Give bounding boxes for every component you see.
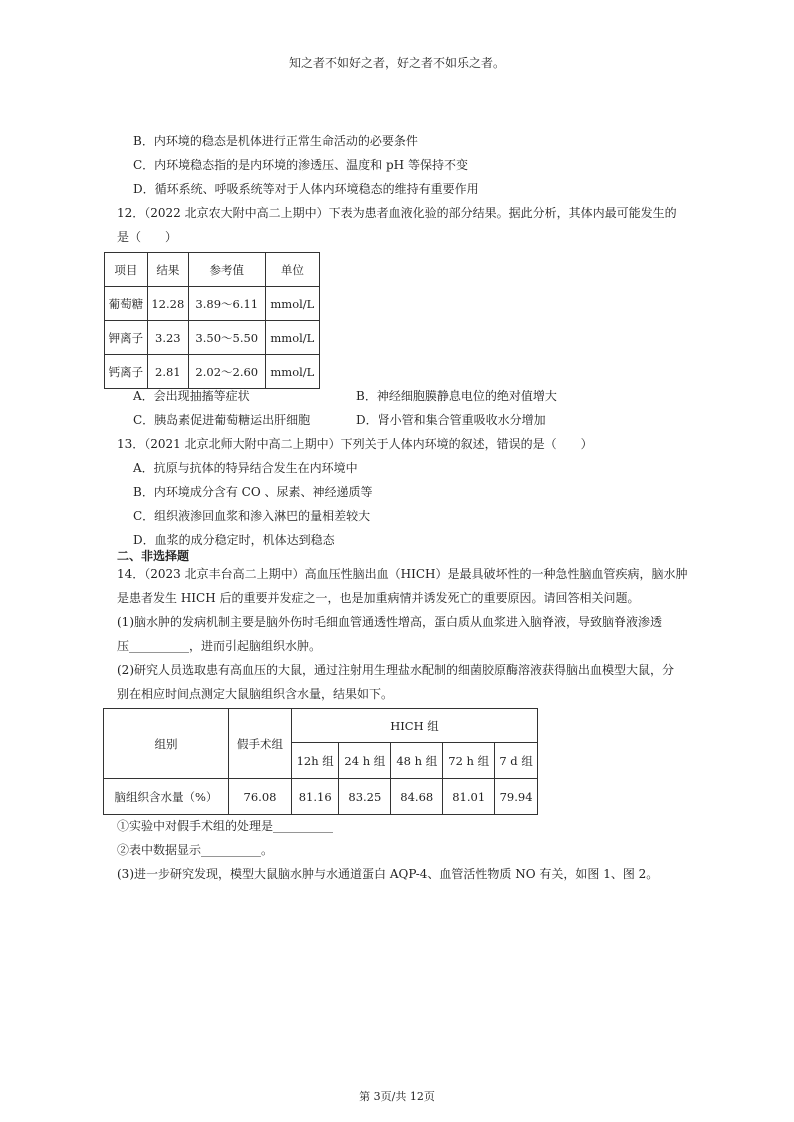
table-cell: 76.08 xyxy=(229,779,292,815)
q12-option-b: B．神经细胞膜静息电位的绝对值增大 xyxy=(356,389,557,403)
sham-label-cell: 假手术组 xyxy=(229,709,292,779)
q12-option-c: C．胰岛素促进葡萄糖运出肝细胞 xyxy=(133,413,311,427)
q13-option-d: D．血浆的成分稳定时，机体达到稳态 xyxy=(133,533,335,547)
table-cell: mmol/L xyxy=(265,321,319,355)
q11-option-c: C．内环境稳态指的是内环境的渗透压、温度和 pH 等保持不变 xyxy=(133,158,468,172)
table-cell: 钾离子 xyxy=(105,321,148,355)
q14-sub1: ①实验中对假手术组的处理是__________ xyxy=(117,819,334,833)
table-cell: 81.01 xyxy=(443,779,495,815)
table-cell: 2.81 xyxy=(147,355,188,389)
table-cell: 葡萄糖 xyxy=(105,287,148,321)
section-heading: 二、非选择题 xyxy=(117,549,190,563)
table-row xyxy=(105,321,320,355)
q11-option-d: D．循环系统、呼吸系统等对于人体内环境稳态的维持有重要作用 xyxy=(133,182,479,196)
subheader-cell: 7 d 组 xyxy=(495,743,538,779)
q14-sub2: ②表中数据显示__________。 xyxy=(117,843,274,857)
table-row xyxy=(105,355,320,389)
q14-part1-line1: (1)脑水肿的发病机制主要是脑外伤时毛细血管通透性增高，蛋白质从血浆进入脑脊液，导致脑脊液渗透 xyxy=(117,615,663,629)
header-cell: 单位 xyxy=(265,253,319,287)
q14-part2-line2: 别在相应时间点测定大鼠脑组织含水量，结果如下。 xyxy=(117,687,394,701)
table-cell: 3.89～6.11 xyxy=(188,287,265,321)
page-number: 第 3页/共 12页 xyxy=(359,1090,435,1103)
q13-option-a: A．抗原与抗体的特异结合发生在内环境中 xyxy=(133,461,358,475)
table-cell: 12.28 xyxy=(147,287,188,321)
header-cell: 参考值 xyxy=(188,253,265,287)
q14-part1-line2: 压__________，进而引起脑组织水肿。 xyxy=(117,639,322,653)
table-cell: 84.68 xyxy=(391,779,443,815)
header-cell: 结果 xyxy=(147,253,188,287)
q12-stem-line2: 是（ ） xyxy=(117,230,178,244)
q11-option-b: B．内环境的稳态是机体进行正常生命活动的必要条件 xyxy=(133,134,418,148)
q13-option-c: C．组织液渗回血浆和渗入淋巴的量相差较大 xyxy=(133,509,371,523)
hich-label-cell: HICH 组 xyxy=(292,709,538,743)
table-cell: 83.25 xyxy=(339,779,391,815)
q13-stem: 13．（2021 北京北师大附中高二上期中）下列关于人体内环境的叙述，错误的是（ ） xyxy=(117,437,593,451)
table-cell: 81.16 xyxy=(292,779,339,815)
table-cell: 2.02～2.60 xyxy=(188,355,265,389)
subheader-cell: 24 h 组 xyxy=(339,743,391,779)
subheader-cell: 48 h 组 xyxy=(391,743,443,779)
table-header-row xyxy=(104,709,538,743)
table-row xyxy=(104,779,538,815)
table-cell: mmol/L xyxy=(265,287,319,321)
table-cell: 钙离子 xyxy=(105,355,148,389)
blood-test-table xyxy=(104,252,320,389)
row-label-cell: 脑组织含水量（%） xyxy=(104,779,229,815)
q14-stem-line1: 14．（2023 北京丰台高二上期中）高血压性脑出血（HICH）是最具破坏性的一种急性脑血管疾病，脑水肿 xyxy=(117,567,688,581)
table-header-row xyxy=(105,253,320,287)
table-cell: 79.94 xyxy=(495,779,538,815)
table-row xyxy=(105,287,320,321)
header-cell: 项目 xyxy=(105,253,148,287)
subheader-cell: 12h 组 xyxy=(292,743,339,779)
q13-option-b: B．内环境成分含有 CO 、尿素、神经递质等 xyxy=(133,485,373,499)
group-label-cell: 组别 xyxy=(104,709,229,779)
table-cell: 3.50～5.50 xyxy=(188,321,265,355)
q14-part2-line1: (2)研究人员选取患有高血压的大鼠，通过注射用生理盐水配制的细菌胶原酶溶液获得脑出血模型大鼠，分 xyxy=(117,663,675,677)
page-header-motto: 知之者不如好之者，好之者不如乐之者。 xyxy=(288,56,505,70)
q12-option-a: A．会出现抽搐等症状 xyxy=(133,389,250,403)
q12-stem-line1: 12．（2022 北京农大附中高二上期中）下表为患者血液化验的部分结果。据此分析，其体内最可能发生的 xyxy=(117,206,677,220)
brain-water-content-table xyxy=(103,708,538,815)
q14-stem-line2: 是患者发生 HICH 后的重要并发症之一，也是加重病情并诱发死亡的重要原因。请回答相关问题。 xyxy=(117,591,640,605)
table-cell: mmol/L xyxy=(265,355,319,389)
subheader-cell: 72 h 组 xyxy=(443,743,495,779)
q14-part3: (3)进一步研究发现，模型大鼠脑水肿与水通道蛋白 AQP-4、血管活性物质 NO 有关，如图 1、图 2。 xyxy=(117,867,659,881)
table-cell: 3.23 xyxy=(147,321,188,355)
q12-option-d: D．肾小管和集合管重吸收水分增加 xyxy=(356,413,546,427)
